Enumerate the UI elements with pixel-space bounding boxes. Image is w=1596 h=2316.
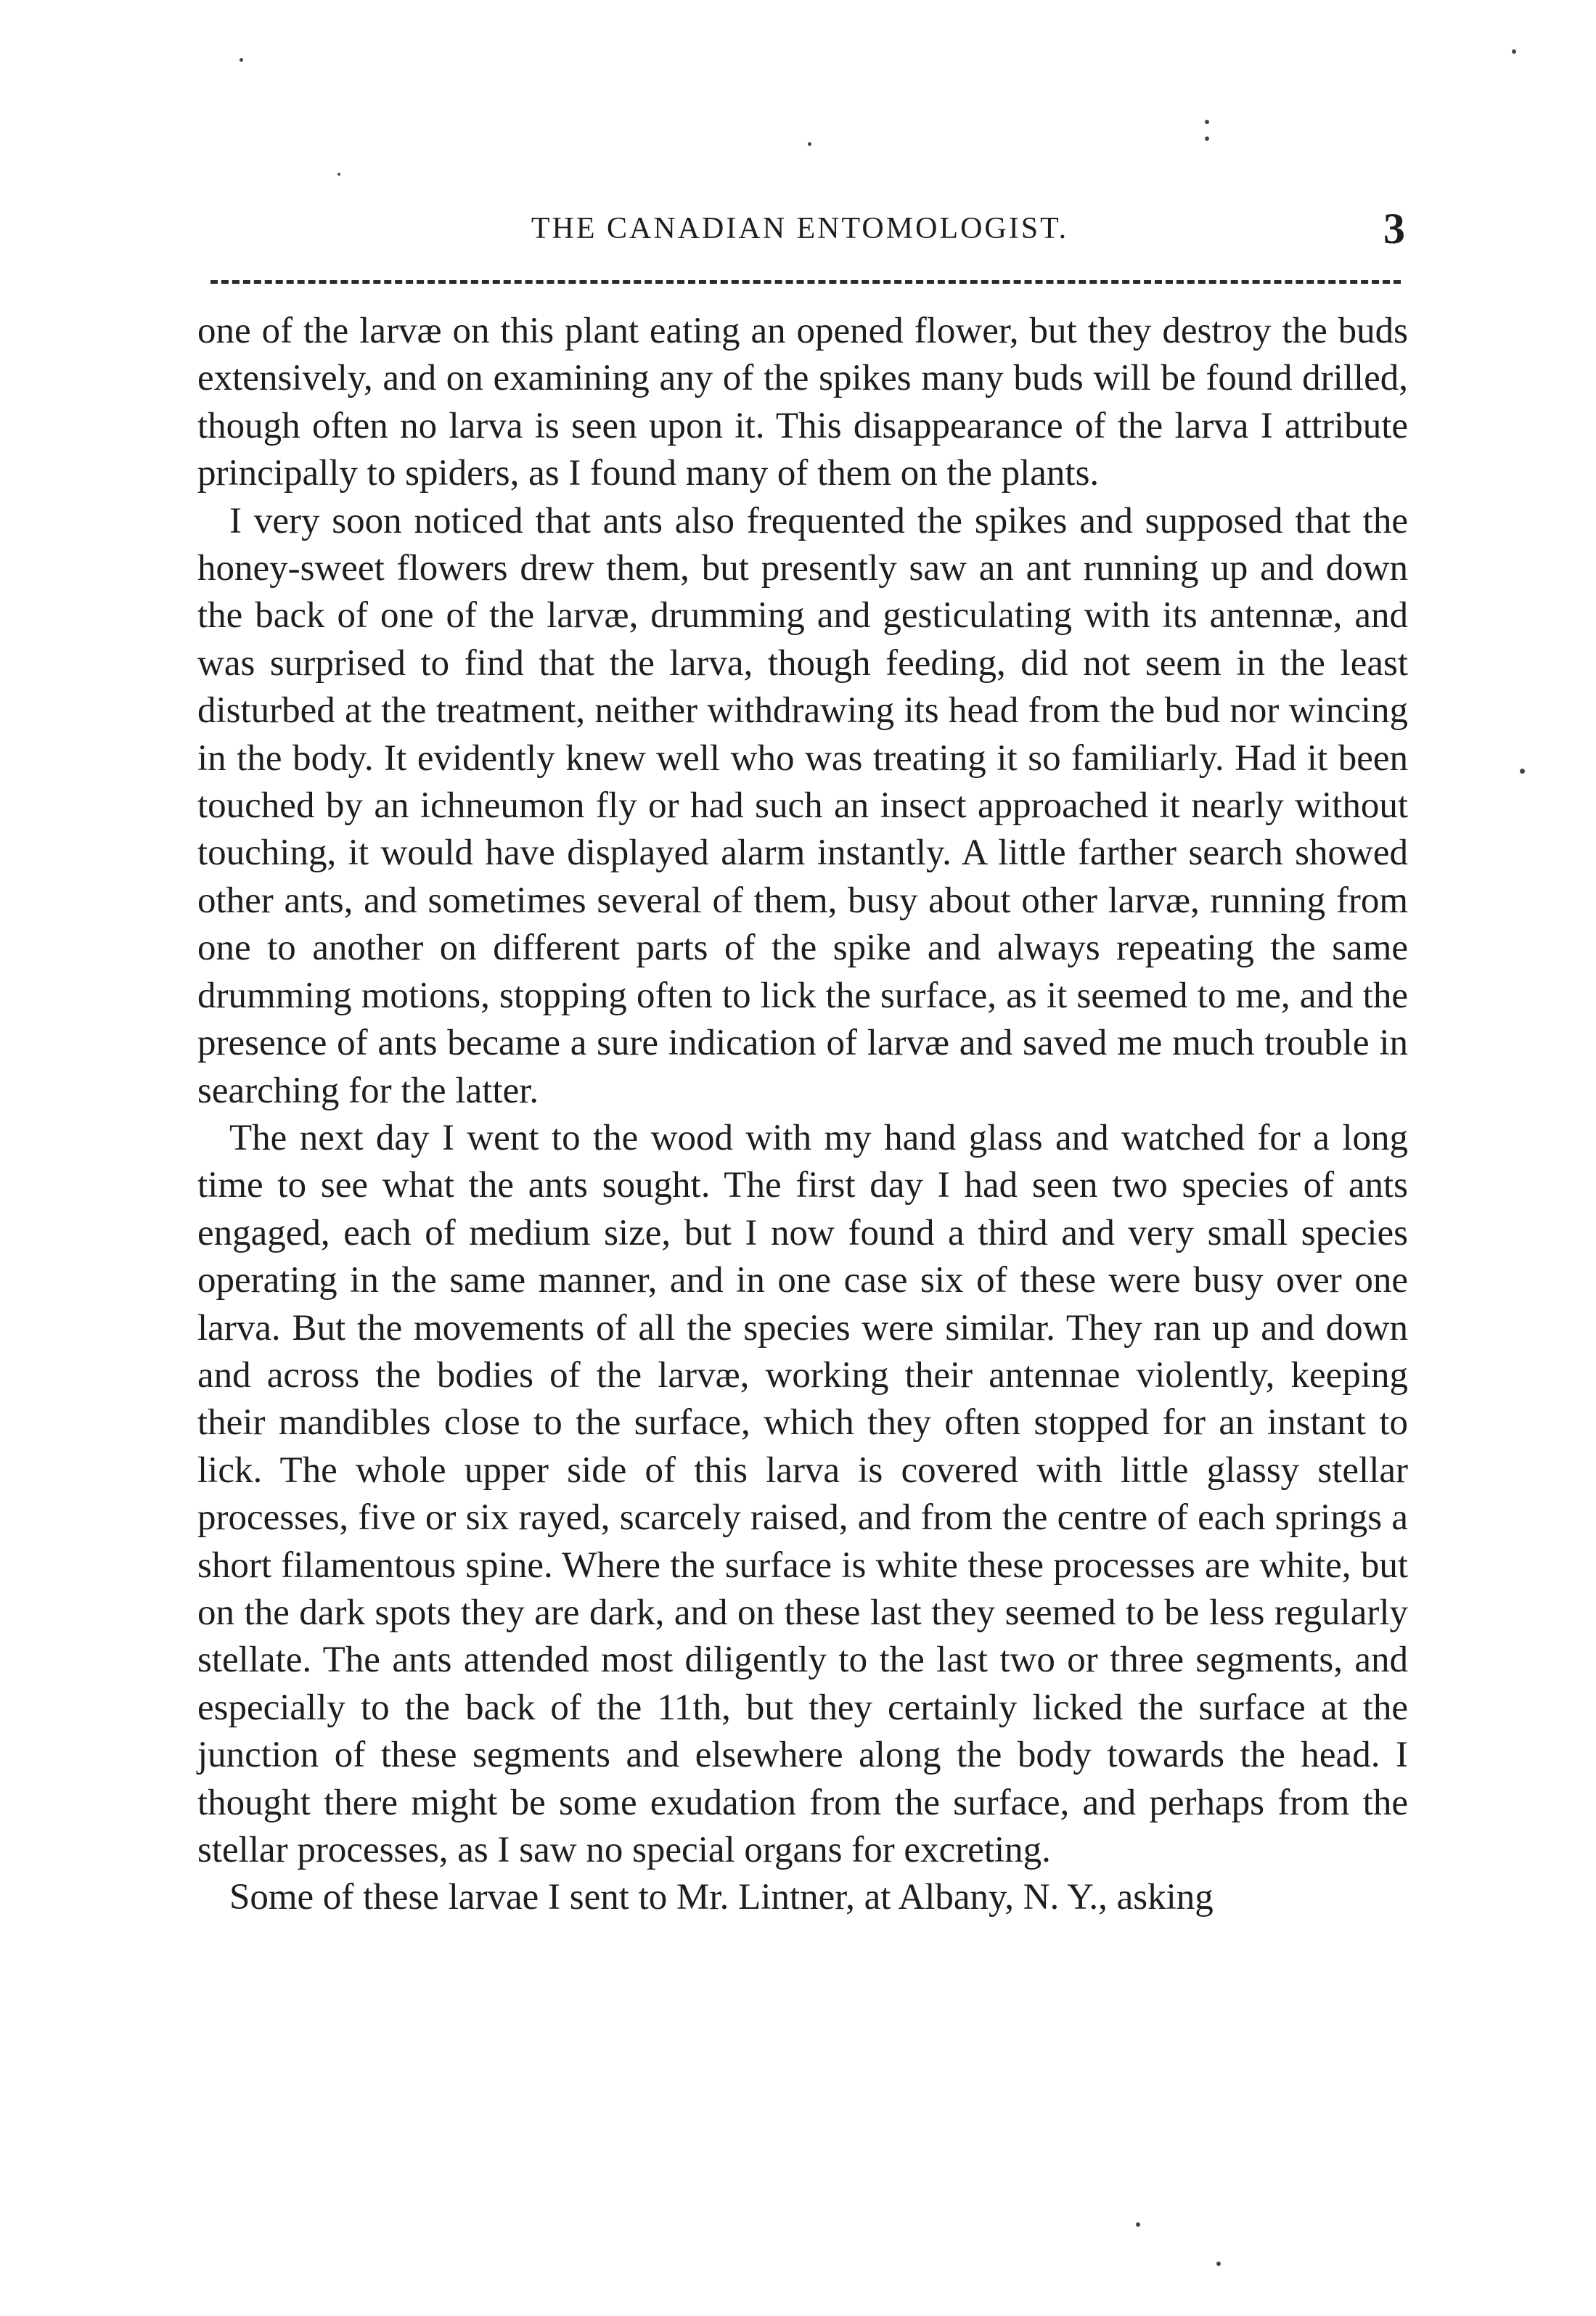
paragraph-2: I very soon noticed that ants also frequented the spikes and supposed that the honey-sweet flowers drew them, but presently saw an ant running up and down the back of one of the larvæ, drumming and gesticulating with its antennæ, and was surprised to find that the larva, though feeding, did not seem in the least disturbed at the treatment, neither withdrawing its head from the bud nor wincing in the body. It evidently knew well who was treating it so familiarly. Had it been touched by an ichneumon fly or had such an insect approached it nearly without touching, it would have displayed alarm instantly. A little farther search showed other ants, and sometimes several of them, busy about other larvæ, running from one to another on different parts of the spike and always repeating the same drumming motions, stopping often to lick the surface, as it seemed to me, and the presence of ants became a sure indication of larvæ and saved me much trouble in searching for the latter. <box>197 500 1408 1111</box>
scan-speck <box>1205 136 1209 141</box>
page-number: 3 <box>1383 205 1405 253</box>
body-text <box>197 308 1408 1922</box>
page-header <box>195 200 1405 258</box>
scan-speck <box>1520 769 1525 774</box>
scan-speck <box>1205 120 1209 124</box>
paragraph-4: Some of these larvae I sent to Mr. Lintner, at Albany, N. Y., asking <box>229 1877 1214 1918</box>
scan-speck <box>1136 2222 1140 2227</box>
scan-speck <box>1512 49 1516 54</box>
header-rule <box>210 280 1401 284</box>
scan-speck <box>1216 2262 1221 2266</box>
scan-speck <box>808 142 811 146</box>
scan-speck <box>337 173 340 176</box>
scan-speck <box>240 58 243 62</box>
running-title: THE CANADIAN ENTOMOLOGIST. <box>531 212 1069 245</box>
paragraph-1: one of the larvæ on this plant eating an opened flower, but they destroy the buds extensively, and on examining any of the spikes many buds will be found drilled, though often no larva is seen upon it. This disappearance of the larva I attribute principally to spiders, as I found many of them on the plants. <box>197 311 1408 494</box>
paragraph-3: The next day I went to the wood with my hand glass and watched for a long time to see what the ants sought. The first day I had seen two species of ants engaged, each of medium size, but I now found a third and very small species operating in the same manner, and in one case six of these were busy over one larva. But the movements of all the species were similar. They ran up and down and across the bodies of the larvæ, working their antennae violently, keeping their mandibles close to the surface, which they often stopped for an instant to lick. The whole upper side of this larva is covered with little glassy stellar processes, five or six rayed, scarcely raised, and from the centre of each springs a short filamentous spine. Where the surface is white these processes are white, but on the dark spots they are dark, and on these last they seemed to be less regularly stellate. The ants attended most diligently to the last two or three segments, and especially to the back of the 11th, but they certainly licked the surface at the junction of these segments and elsewhere along the body towards the head. I thought there might be some exudation from the surface, and perhaps from the stellar processes, as I saw no special organs for excreting. <box>197 1117 1408 1870</box>
